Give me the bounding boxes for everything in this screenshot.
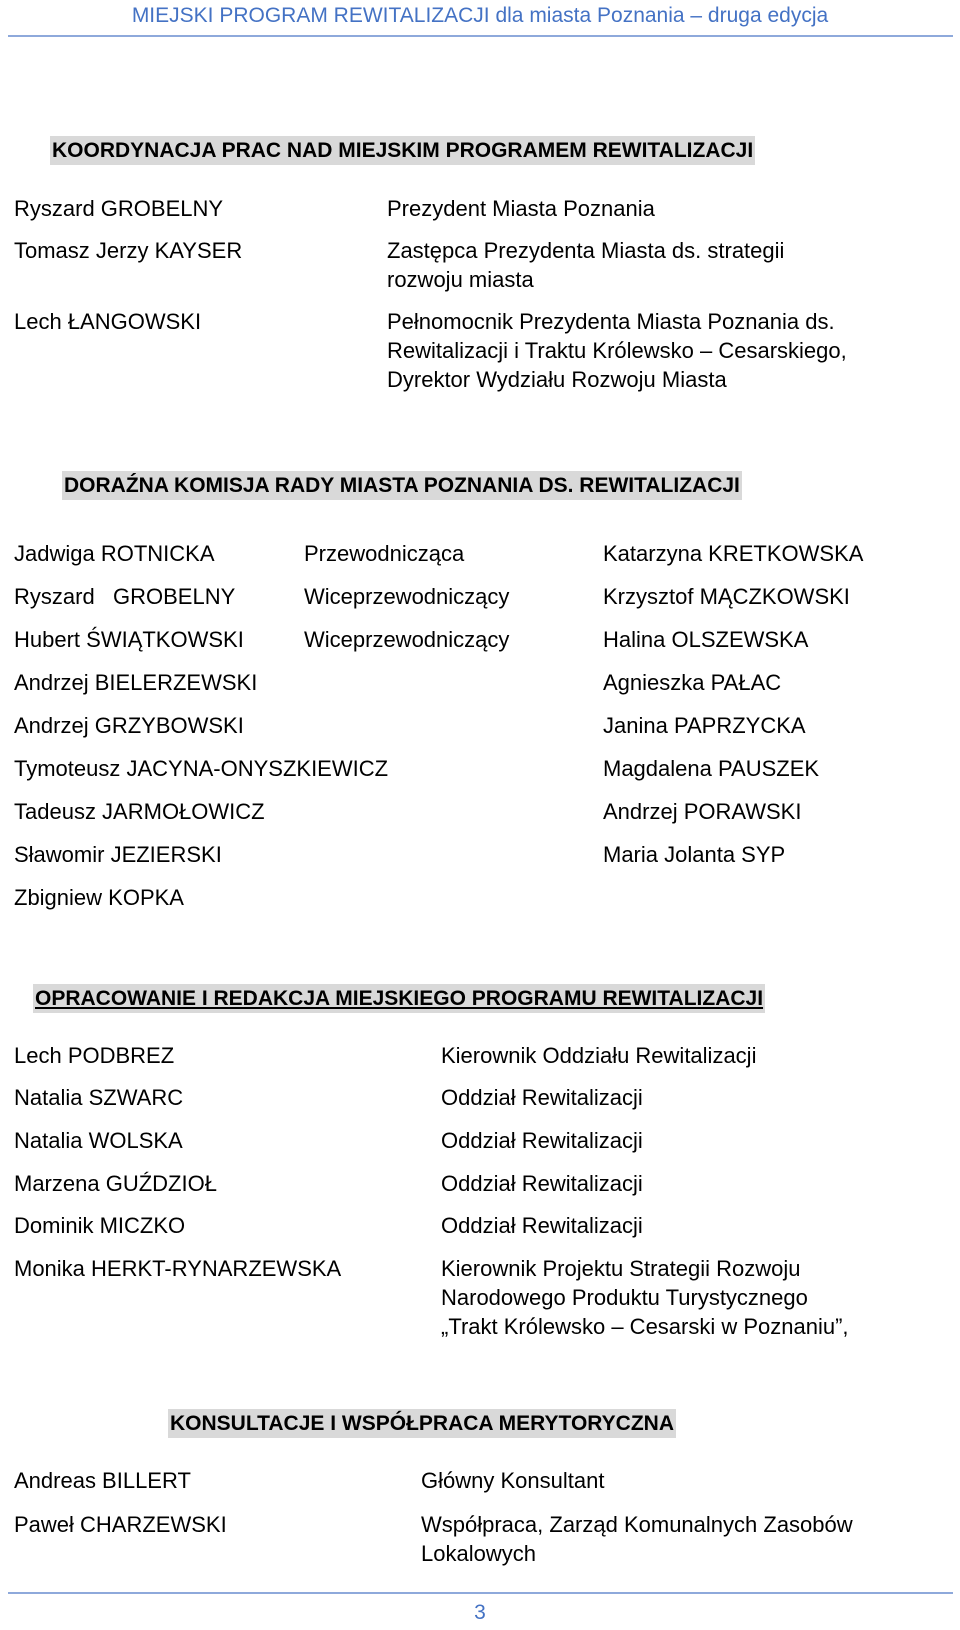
footer-rule	[8, 1592, 953, 1594]
member-role: Oddział Rewitalizacji	[441, 1171, 643, 1196]
commission-member: Hubert ŚWIĄTKOWSKI	[14, 627, 244, 652]
commission-member: Jadwiga ROTNICKA	[14, 541, 215, 566]
commission-member: Sławomir JEZIERSKI	[14, 842, 222, 867]
member-role: Kierownik Projektu Strategii Rozwoju Narodowego Produktu Turystycznego „Trakt Królewsko – Cesarski w Poznaniu”,	[441, 1256, 849, 1339]
member-name: Tomasz Jerzy KAYSER	[14, 238, 243, 263]
member-name: Monika HERKT-RYNARZEWSKA	[14, 1256, 342, 1281]
member-role: Oddział Rewitalizacji	[441, 1213, 643, 1238]
member-role: Prezydent Miasta Poznania	[387, 196, 655, 221]
commission-role: Przewodnicząca	[304, 541, 465, 566]
commission-member: Halina OLSZEWSKA	[603, 627, 809, 652]
member-name: Natalia WOLSKA	[14, 1128, 183, 1153]
commission-member: Magdalena PAUSZEK	[603, 756, 820, 781]
member-name: Andreas BILLERT	[14, 1468, 191, 1493]
member-role: Oddział Rewitalizacji	[441, 1128, 643, 1153]
commission-member: Andrzej BIELERZEWSKI	[14, 670, 258, 695]
commission-member: Tymoteusz JACYNA-ONYSZKIEWICZ	[14, 756, 389, 781]
member-role: Oddział Rewitalizacji	[441, 1085, 643, 1110]
member-name: Marzena GUŹDZIOŁ	[14, 1171, 217, 1196]
member-role: Pełnomocnik Prezydenta Miasta Poznania ds. Rewitalizacji i Traktu Królewsko – Cesarskiego, Dyrektor Wydziału Rozwoju Miasta	[387, 309, 847, 392]
member-name: Natalia SZWARC	[14, 1085, 184, 1110]
member-name: Ryszard GROBELNY	[14, 196, 224, 221]
member-name: Dominik MICZKO	[14, 1213, 186, 1238]
member-role: Zastępca Prezydenta Miasta ds. strategii rozwoju miasta	[387, 238, 785, 292]
member-role: Współpraca, Zarząd Komunalnych Zasobów Lokalowych	[421, 1512, 853, 1566]
consultation-heading: KONSULTACJE I WSPÓŁPRACA MERYTORYCZNA	[168, 1409, 676, 1438]
commission-member: Ryszard GROBELNY	[14, 584, 236, 609]
member-name: Lech ŁANGOWSKI	[14, 309, 202, 334]
commission-member: Andrzej GRZYBOWSKI	[14, 713, 244, 738]
commission-member: Katarzyna KRETKOWSKA	[603, 541, 864, 566]
member-name: Paweł CHARZEWSKI	[14, 1512, 227, 1537]
page-number: 3	[474, 1601, 486, 1624]
running-header: MIEJSKI PROGRAM REWITALIZACJI dla miasta Poznania – druga edycja	[131, 4, 829, 27]
commission-member: Krzysztof MĄCZKOWSKI	[603, 584, 850, 609]
editorial-heading: OPRACOWANIE I REDAKCJA MIEJSKIEGO PROGRAMU REWITALIZACJI	[33, 984, 765, 1013]
header-rule	[8, 35, 953, 37]
member-role: Kierownik Oddziału Rewitalizacji	[441, 1043, 757, 1068]
member-name: Lech PODBREZ	[14, 1043, 175, 1068]
coordination-heading: KOORDYNACJA PRAC NAD MIEJSKIM PROGRAMEM REWITALIZACJI	[50, 136, 755, 165]
commission-member: Agnieszka PAŁAC	[603, 670, 782, 695]
commission-role: Wiceprzewodniczący	[304, 584, 510, 609]
commission-member: Zbigniew KOPKA	[14, 885, 184, 910]
member-role: Główny Konsultant	[421, 1468, 605, 1493]
commission-member: Janina PAPRZYCKA	[603, 713, 806, 738]
commission-member: Andrzej PORAWSKI	[603, 799, 802, 824]
commission-member: Maria Jolanta SYP	[603, 842, 786, 867]
commission-heading: DORAŹNA KOMISJA RADY MIASTA POZNANIA DS. REWITALIZACJI	[62, 471, 742, 500]
commission-role: Wiceprzewodniczący	[304, 627, 510, 652]
commission-member: Tadeusz JARMOŁOWICZ	[14, 799, 265, 824]
